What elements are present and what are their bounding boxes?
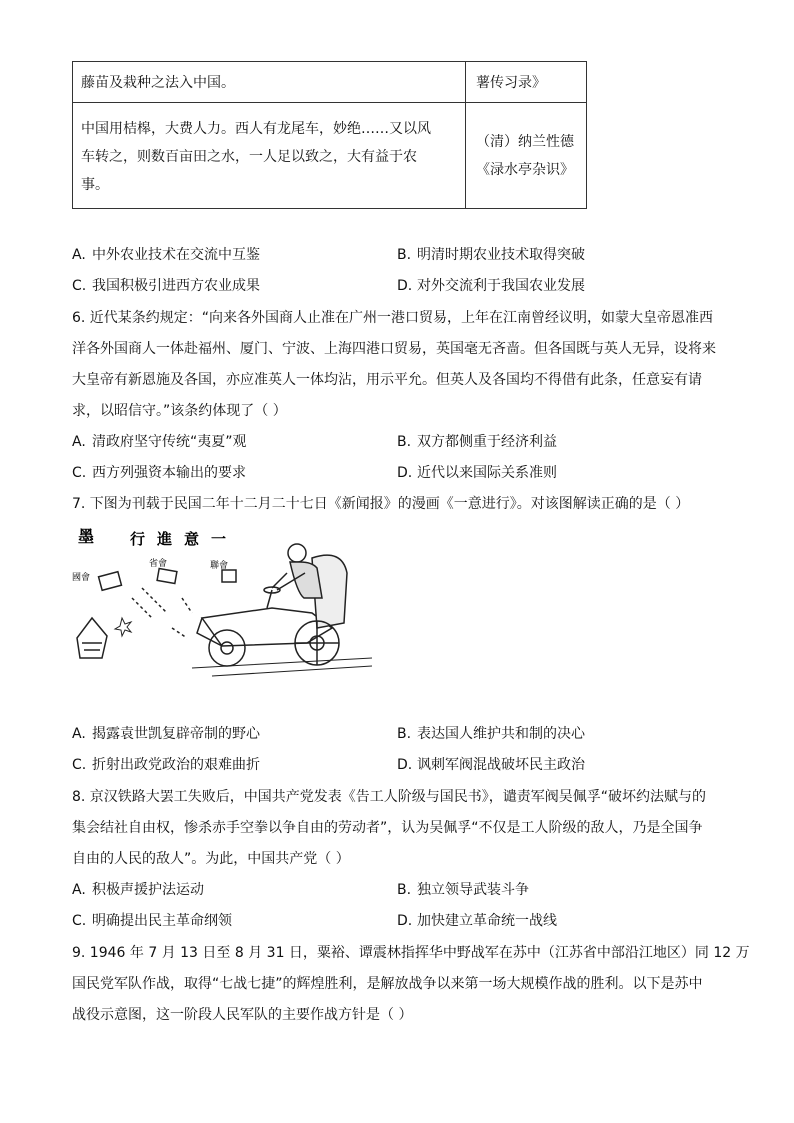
stem-line: 集会结社自由权，惨杀赤手空拳以争自由的劳动者”，认为吴佩孚“不仅是工人阶级的敌人，乃是全国争 bbox=[72, 820, 703, 836]
source-line: 《渌水亭杂识》 bbox=[476, 161, 574, 178]
q7-option-d[interactable] bbox=[397, 755, 585, 775]
option-label: B. bbox=[397, 434, 412, 450]
q8-option-b[interactable] bbox=[397, 880, 529, 900]
q5-option-d[interactable] bbox=[397, 276, 585, 296]
option-label: D. bbox=[397, 757, 413, 773]
source-table bbox=[72, 61, 587, 209]
option-label: D. bbox=[397, 913, 413, 929]
option-text: 西方列强资本输出的要求 bbox=[92, 465, 246, 481]
option-label: A. bbox=[72, 726, 86, 742]
text-line: 事。 bbox=[81, 177, 109, 193]
option-label: A. bbox=[72, 882, 86, 898]
stem-line: 洋各外国商人一体赴福州、厦门、宁波、上海四港口贸易，英国毫无吝啬。但各国既与英人无异，设将来 bbox=[72, 341, 716, 357]
option-text: 表达国人维护共和制的决心 bbox=[417, 726, 585, 742]
cartoon-image bbox=[72, 518, 372, 680]
option-text: 积极声援护法运动 bbox=[92, 882, 204, 898]
option-text: 加快建立革命统一战线 bbox=[417, 913, 557, 929]
option-text: 近代以来国际关系准则 bbox=[417, 465, 557, 481]
q7-option-c[interactable] bbox=[72, 755, 260, 775]
option-label: B. bbox=[397, 726, 412, 742]
cartoon-label-guohui: 國會 bbox=[72, 573, 91, 583]
cartoon-label-lianhui: 聯會 bbox=[210, 561, 229, 571]
option-text: 折射出政党政治的艰难曲折 bbox=[92, 757, 260, 773]
option-text: 独立领导武装斗争 bbox=[417, 882, 529, 898]
stem-line: 国民党军队作战，取得“七战七捷”的辉煌胜利，是解放战争以来第一场大规模作战的胜利。以下是苏中 bbox=[72, 976, 703, 992]
option-text: 讽刺军阀混战破坏民主政治 bbox=[417, 757, 585, 773]
question-8-stem bbox=[72, 782, 706, 875]
q8-option-d[interactable] bbox=[397, 911, 557, 931]
stem-line: 6. 近代某条约规定：“向来各外国商人止准在广州一港口贸易，上年在江南曾经议明，如蒙大皇帝恩准西 bbox=[72, 310, 714, 326]
option-text: 我国积极引进西方农业成果 bbox=[92, 278, 260, 294]
option-text: 揭露袁世凯复辟帝制的野心 bbox=[92, 726, 260, 742]
question-9-stem bbox=[72, 938, 750, 1031]
q7-option-b[interactable] bbox=[397, 724, 585, 744]
stem-line: 自由的人民的敌人”。为此，中国共产党（ ） bbox=[72, 851, 350, 867]
table-cell-text: 藤苗及栽种之法入中国。 bbox=[73, 62, 466, 103]
q8-option-c[interactable] bbox=[72, 911, 232, 931]
option-text: 对外交流利于我国农业发展 bbox=[417, 278, 585, 294]
option-label: C. bbox=[72, 465, 87, 481]
option-label: C. bbox=[72, 757, 87, 773]
stem-line: 求，以昭信守。”该条约体现了（ ） bbox=[72, 403, 287, 419]
table-cell-source: 薯传习录》 bbox=[466, 62, 587, 103]
table-cell-source bbox=[466, 103, 587, 209]
option-label: B. bbox=[397, 882, 412, 898]
q6-option-c[interactable] bbox=[72, 463, 246, 483]
stem-line: 9. 1946 年 7 月 13 日至 8 月 31 日，粟裕、谭震林指挥华中野战军在苏中（江苏省中部沿江地区）同 12 万 bbox=[72, 945, 750, 961]
option-text: 中外农业技术在交流中互鉴 bbox=[92, 247, 260, 263]
option-label: B. bbox=[397, 247, 412, 263]
q5-option-b[interactable] bbox=[397, 245, 585, 265]
q7-option-a[interactable] bbox=[72, 724, 260, 744]
option-label: D. bbox=[397, 465, 413, 481]
question-7-stem: 7. 下图为刊载于民国二年十二月二十七日《新闻报》的漫画《一意进行》。对该图解读正确的是（ ） bbox=[72, 496, 690, 512]
q6-option-d[interactable] bbox=[397, 463, 557, 483]
text-line: 车转之，则数百亩田之水，一人足以致之，大有益于农 bbox=[81, 149, 417, 165]
cartoon-label-shenghui: 省會 bbox=[149, 559, 168, 569]
stem-line: 战役示意图，这一阶段人民军队的主要作战方针是（ ） bbox=[72, 1007, 413, 1023]
text-line: 中国用桔槔，大费人力。西人有龙尾车，妙绝……又以风 bbox=[81, 121, 431, 137]
option-label: A. bbox=[72, 247, 86, 263]
option-text: 明清时期农业技术取得突破 bbox=[417, 247, 585, 263]
table-row bbox=[73, 103, 587, 209]
table-row bbox=[73, 62, 587, 103]
option-text: 清政府坚守传统“夷夏”观 bbox=[92, 434, 247, 450]
q5-option-c[interactable] bbox=[72, 276, 260, 296]
source-line: （清）纳兰性德 bbox=[476, 133, 574, 150]
option-label: D. bbox=[397, 278, 413, 294]
table-cell-text bbox=[73, 103, 466, 209]
option-label: C. bbox=[72, 913, 87, 929]
option-text: 明确提出民主革命纲领 bbox=[92, 913, 232, 929]
q6-option-a[interactable] bbox=[72, 432, 247, 452]
option-label: C. bbox=[72, 278, 87, 294]
q5-option-a[interactable] bbox=[72, 245, 260, 265]
q8-option-a[interactable] bbox=[72, 880, 204, 900]
question-6-stem bbox=[72, 303, 716, 427]
cartoon-stamp: 墨 bbox=[78, 527, 95, 546]
cartoon-title: 行進意一 bbox=[130, 530, 239, 548]
stem-line: 8. 京汉铁路大罢工失败后，中国共产党发表《告工人阶级与国民书》，谴责军阀吴佩孚“破坏约法赋与的 bbox=[72, 789, 707, 805]
stem-line: 大皇帝有新恩施及各国，亦应准英人一体均沾，用示平允。但英人及各国均不得借有此条，任意妄有请 bbox=[72, 372, 702, 388]
q6-option-b[interactable] bbox=[397, 432, 557, 452]
option-text: 双方都侧重于经济利益 bbox=[417, 434, 557, 450]
option-label: A. bbox=[72, 434, 86, 450]
